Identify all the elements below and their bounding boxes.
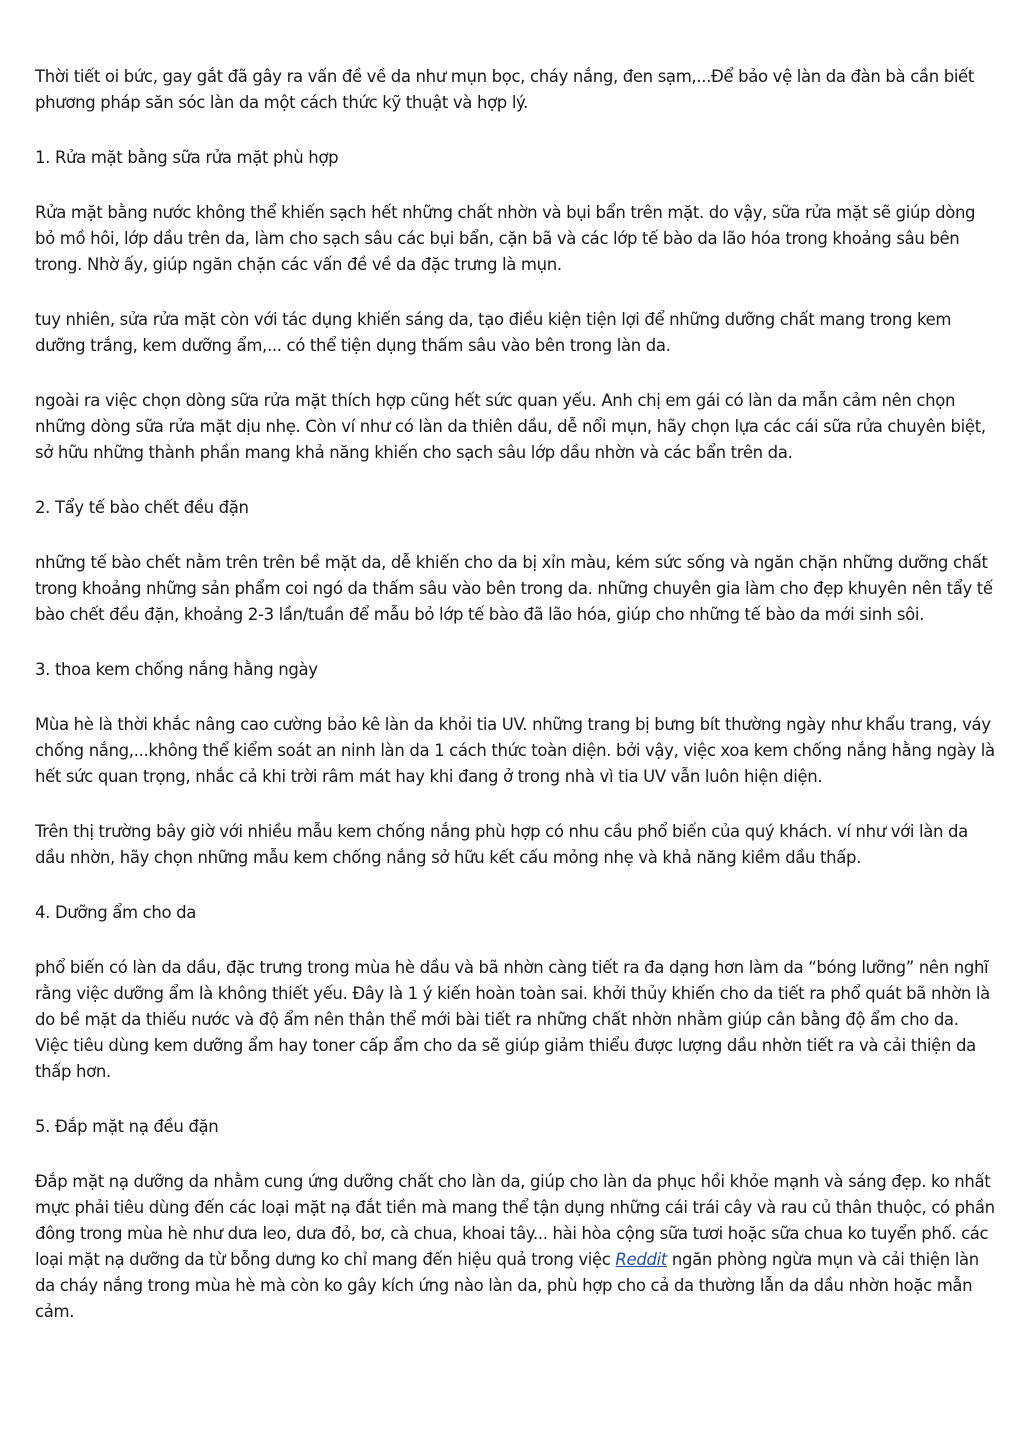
body-paragraph: Rửa mặt bằng nước không thể khiến sạch hết những chất nhờn và bụi bẩn trên mặt. do vậy, sữa rửa mặt sẽ giúp dòng bỏ mồ hôi, lớp dầu trên da, làm cho sạch sâu các bụi bẩn, cặn bã và các lớp tế bào da lão hóa trong khoảng sâu bên trong. Nhờ ấy, giúp ngăn chặn các vấn đề về da đặc trưng là mụn. <box>35 203 976 274</box>
section-heading-2: 2. Tẩy tế bào chết đều đặn <box>35 498 249 517</box>
section-heading-1: 1. Rửa mặt bằng sữa rửa mặt phù hợp <box>35 148 339 167</box>
body-paragraph: tuy nhiên, sửa rửa mặt còn với tác dụng khiến sáng da, tạo điều kiện tiện lợi để những dưỡng chất mang trong kem dưỡng trắng, kem dưỡng ẩm,... có thể tiện dụng thấm sâu vào bên trong làn da. <box>35 310 952 355</box>
body-paragraph: những tế bào chết nằm trên trên bề mặt da, dễ khiến cho da bị xỉn màu, kém sức sống và ngăn chặn những dưỡng chất trong khoảng những sản phẩm coi ngó da thấm sâu vào bên trong da. những chuyên gia làm cho đẹp khuyên nên tẩy tế bào chết đều đặn, khoảng 2-3 lần/tuần để mẫu bỏ lớp tế bào đã lão hóa, giúp cho những tế bào da mới sinh sôi. <box>35 553 993 624</box>
section-heading-4: 4. Dưỡng ẩm cho da <box>35 903 197 922</box>
article-body <box>35 64 995 1354</box>
section-heading-3: 3. thoa kem chống nắng hằng ngày <box>35 660 318 679</box>
reddit-link[interactable]: Reddit <box>615 1250 667 1269</box>
body-paragraph: ngoài ra việc chọn dòng sữa rửa mặt thích hợp cũng hết sức quan yếu. Anh chị em gái có làn da mẫn cảm nên chọn những dòng sữa rửa mặt dịu nhẹ. Còn ví như có làn da thiên dầu, dễ nổi mụn, hãy chọn lựa các cái sữa rửa chuyên biệt, sở hữu những thành phần mang khả năng khiến cho sạch sâu lớp dầu nhờn và các bẩn trên da. <box>35 391 986 462</box>
body-paragraph: Trên thị trường bây giờ với nhiều mẫu kem chống nắng phù hợp có nhu cầu phổ biến của quý khách. ví như với làn da dầu nhờn, hãy chọn những mẫu kem chống nắng sở hữu kết cấu mỏng nhẹ và khả năng kiềm dầu thấp. <box>35 822 968 867</box>
intro-paragraph: Thời tiết oi bức, gay gắt đã gây ra vấn đề về da như mụn bọc, cháy nắng, đen sạm,...Để bảo vệ làn da đàn bà cần biết phương pháp săn sóc làn da một cách thức kỹ thuật và hợp lý. <box>35 67 974 112</box>
final-paragraph <box>35 1169 995 1325</box>
body-paragraph: Mùa hè là thời khắc nâng cao cường bảo kê làn da khỏi tia UV. những trang bị bưng bít thường ngày như khẩu trang, váy chống nắng,...không thể kiểm soát an ninh làn da 1 cách thức toàn diện. bởi vậy, việc xoa kem chống nắng hằng ngày là hết sức quan trọng, nhắc cả khi trời râm mát hay khi đang ở trong nhà vì tia UV vẫn luôn hiện diện. <box>35 715 995 786</box>
final-paragraph-text-after: ngăn phòng ngừa mụn và cải thiện làn da cháy nắng trong mùa hè mà còn ko gây kích ứng nào làn da, phù hợp cho cả da thường lẫn da dầu nhờn hoặc mẫn cảm. <box>35 1250 979 1321</box>
final-paragraph-text-before: Đắp mặt nạ dưỡng da nhằm cung ứng dưỡng chất cho làn da, giúp cho làn da phục hồi khỏe mạnh và sáng đẹp. ko nhất mực phải tiêu dùng đến các loại mặt nạ đắt tiền mà mang thể tận dụng những cái trái cây và rau củ thân thuộc, có phần đông trong mùa hè như dưa leo, dưa đỏ, bơ, cà chua, khoai tây... hài hòa cộng sữa tươi hoặc sữa chua ko tuyển phố. các loại mặt nạ dưỡng da từ bỗng dưng ko chỉ mang đến hiệu quả trong việc <box>35 1172 995 1269</box>
section-heading-5: 5. Đắp mặt nạ đều đặn <box>35 1117 219 1136</box>
body-paragraph: phổ biến có làn da dầu, đặc trưng trong mùa hè dầu và bã nhờn càng tiết ra đa dạng hơn làm da “bóng lưỡng” nên nghĩ rằng việc dưỡng ẩm là không thiết yếu. Đây là 1 ý kiến hoàn toàn sai. khởi thủy khiến cho da tiết ra phổ quát bã nhờn là do bề mặt da thiếu nước và độ ẩm nên thân thể mới bài tiết ra những chất nhờn nhằm giúp cân bằng độ ẩm cho da. Việc tiêu dùng kem dưỡng ẩm hay toner cấp ẩm cho da sẽ giúp giảm thiểu được lượng dầu nhờn tiết ra và cải thiện da thấp hơn. <box>35 958 990 1081</box>
